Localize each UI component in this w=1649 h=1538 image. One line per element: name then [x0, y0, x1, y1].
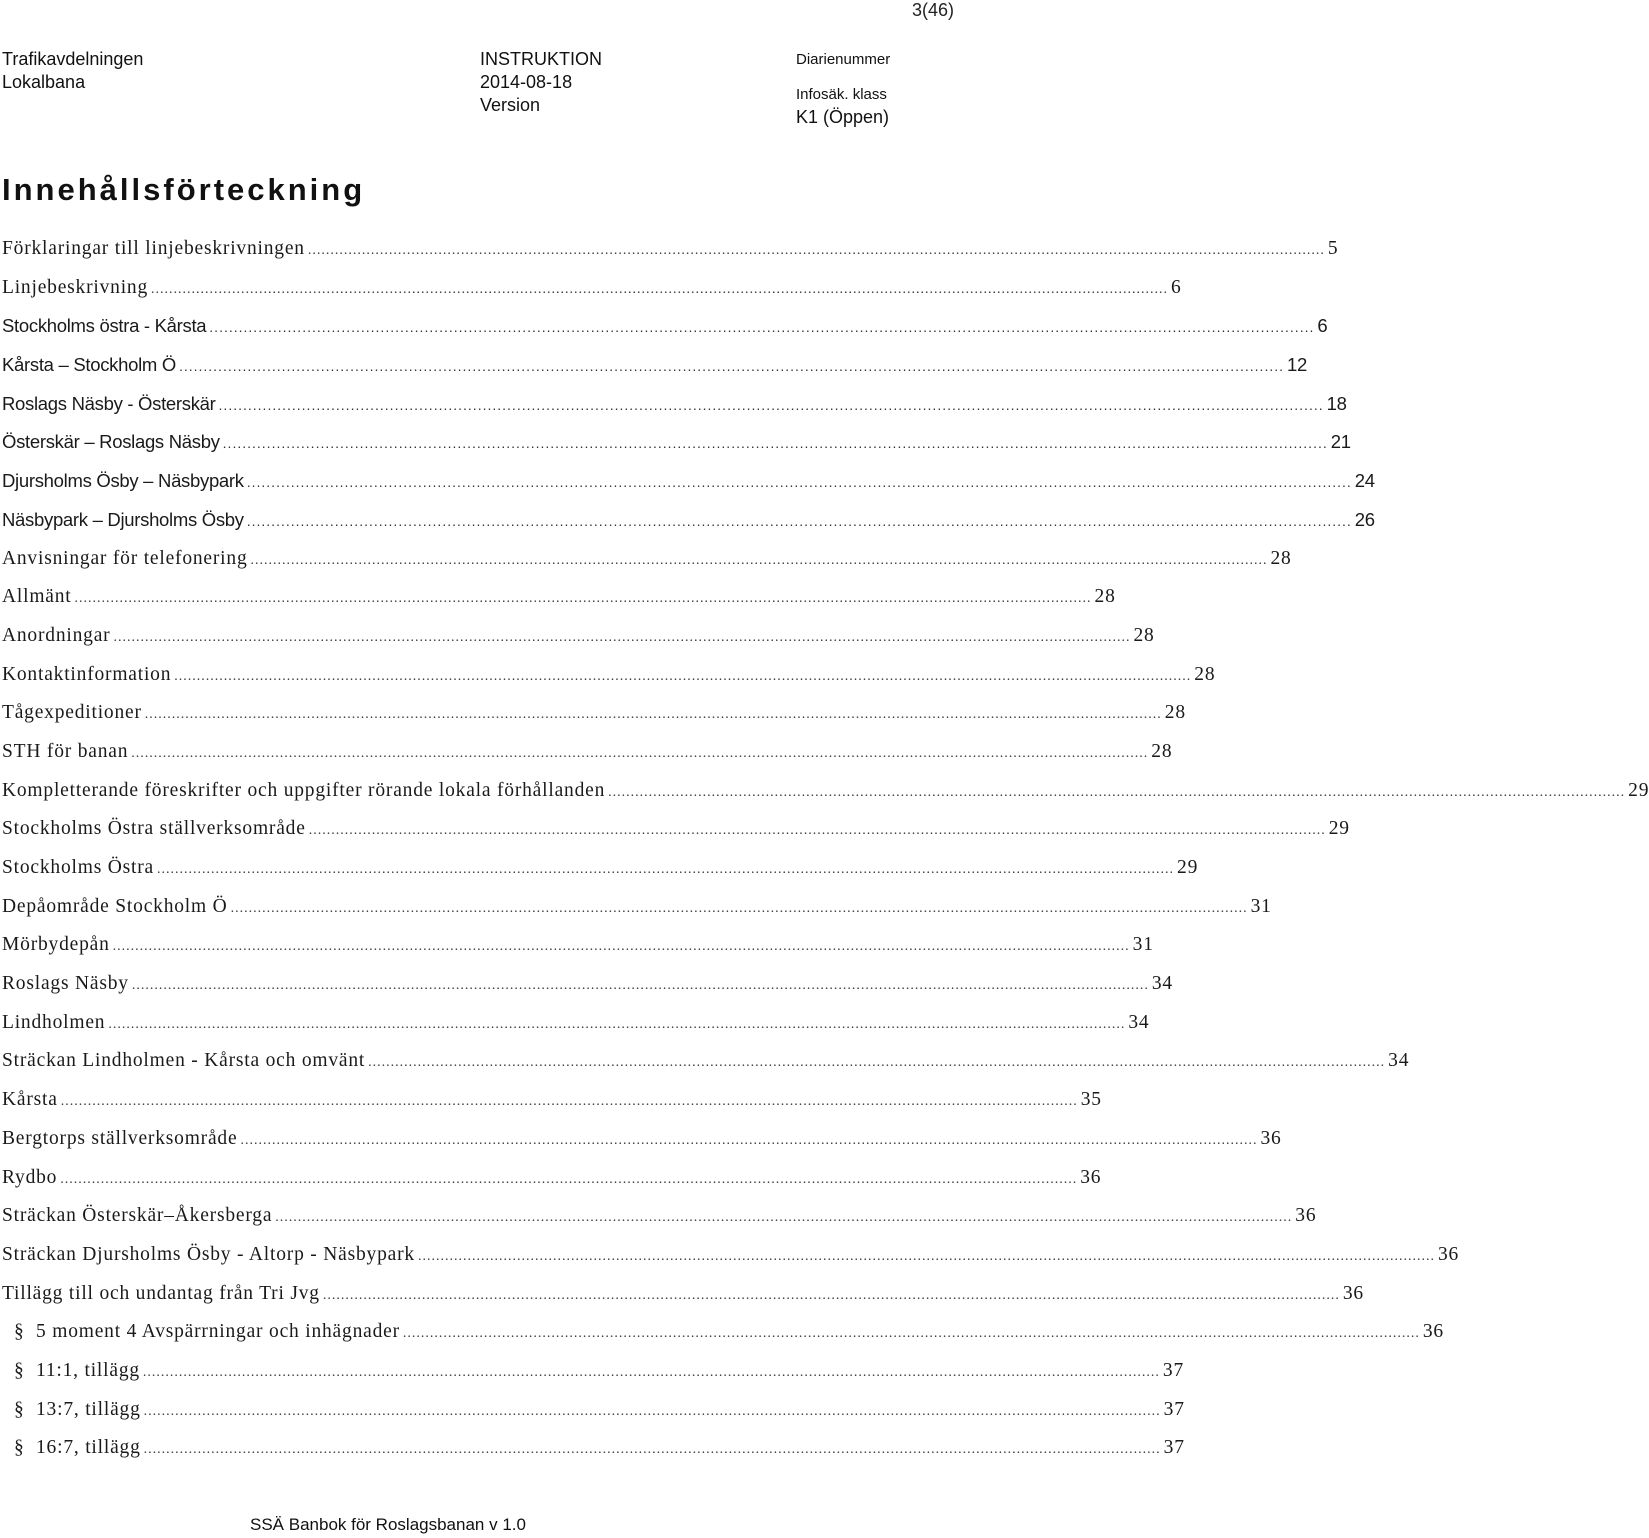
- header-middle: [480, 48, 602, 117]
- toc-entry-label: Anordningar: [2, 624, 111, 646]
- toc-entry[interactable]: [2, 1359, 1185, 1399]
- toc-leader-dots: ..................................................................................................................................................................................................................................: [402, 1326, 1420, 1342]
- toc-entry-label: Tågexpeditioner: [2, 702, 142, 724]
- toc-leader-dots: ..................................................................................................................................................................................................................................: [143, 1442, 1161, 1458]
- toc-entry-page: 34: [1128, 1011, 1150, 1033]
- toc-entry-page: 21: [1330, 431, 1351, 453]
- toc-entry-label: 11:1, tillägg: [36, 1359, 140, 1381]
- toc-entry-page: 28: [1151, 740, 1173, 762]
- toc-entry-page: 24: [1354, 470, 1375, 492]
- toc-leader-dots: ..................................................................................................................................................................................................................................: [246, 512, 1352, 529]
- header-date: 2014-08-18: [480, 72, 573, 92]
- toc-entry-label: Näsbypark – Djursholms Ösby: [2, 508, 244, 530]
- toc-entry[interactable]: [2, 1050, 1410, 1089]
- toc-entry-label: 5 moment 4 Avspärrningar och inhägnader: [36, 1321, 400, 1343]
- toc-entry-page: 35: [1080, 1089, 1102, 1111]
- toc-entry[interactable]: [2, 1282, 1364, 1322]
- toc-entry[interactable]: [2, 895, 1272, 935]
- toc-entry[interactable]: [2, 315, 1328, 354]
- toc-entry[interactable]: [2, 779, 1649, 819]
- header-left: [2, 48, 143, 94]
- toc-entry-page: 34: [1388, 1050, 1410, 1072]
- toc-leader-dots: ..................................................................................................................................................................................................................................: [144, 707, 1162, 723]
- toc-entry-label: Förklaringar till linjebeskrivningen: [2, 238, 305, 259]
- table-of-contents: [2, 238, 1649, 1476]
- toc-entry-page: 28: [1194, 663, 1216, 685]
- toc-entry[interactable]: [2, 470, 1375, 509]
- toc-leader-dots: ..................................................................................................................................................................................................................................: [246, 474, 1352, 491]
- toc-entry-label: Kårsta – Stockholm Ö: [2, 354, 176, 376]
- toc-leader-dots: ..................................................................................................................................................................................................................................: [250, 552, 1268, 568]
- toc-entry-page: 26: [1354, 508, 1375, 530]
- section-sign: §: [14, 1437, 25, 1459]
- toc-entry-page: 12: [1287, 354, 1307, 376]
- toc-entry-page: 6: [1171, 276, 1182, 298]
- toc-entry[interactable]: [2, 1166, 1102, 1206]
- toc-leader-dots: ..................................................................................................................................................................................................................................: [174, 668, 1192, 684]
- toc-entry[interactable]: [2, 238, 1339, 277]
- toc-entry-page: 36: [1342, 1282, 1364, 1304]
- toc-entry-label: Rydbo: [2, 1166, 58, 1188]
- toc-entry-page: 18: [1326, 392, 1347, 414]
- toc-leader-dots: ..................................................................................................................................................................................................................................: [143, 1403, 1161, 1419]
- toc-leader-dots: ..................................................................................................................................................................................................................................: [108, 1016, 1126, 1032]
- toc-entry-label: 16:7, tillägg: [36, 1437, 141, 1459]
- toc-entry-page: 29: [1177, 857, 1199, 878]
- toc-entry-page: 28: [1094, 586, 1116, 608]
- header-org: Trafikavdelningen: [2, 49, 144, 69]
- toc-leader-dots: ..................................................................................................................................................................................................................................: [74, 591, 1092, 607]
- section-sign: §: [14, 1359, 25, 1381]
- header-infosak-value: K1 (Öppen): [796, 107, 890, 127]
- toc-entry[interactable]: [2, 547, 1292, 587]
- toc-entry-label: Anvisningar för telefonering: [2, 547, 248, 569]
- toc-entry-page: 36: [1080, 1166, 1102, 1188]
- toc-leader-dots: ..................................................................................................................................................................................................................................: [151, 281, 1169, 297]
- toc-entry-label: Stockholms Östra: [2, 857, 155, 878]
- toc-leader-dots: ..................................................................................................................................................................................................................................: [113, 629, 1131, 645]
- toc-leader-dots: ..................................................................................................................................................................................................................................: [240, 1132, 1258, 1148]
- toc-leader-dots: ..................................................................................................................................................................................................................................: [60, 1094, 1078, 1110]
- toc-leader-dots: ..................................................................................................................................................................................................................................: [608, 784, 1626, 800]
- toc-entry-label: Kompletterande föreskrifter och uppgifter rörande lokala förhållanden: [2, 779, 606, 801]
- toc-entry-page: 37: [1162, 1359, 1185, 1381]
- toc-entry-label: Mörbydepån: [2, 934, 110, 956]
- toc-entry[interactable]: [2, 354, 1307, 393]
- toc-entry-page: 36: [1260, 1127, 1282, 1149]
- toc-entry-label: Kontaktinformation: [2, 663, 172, 685]
- toc-leader-dots: ..................................................................................................................................................................................................................................: [157, 862, 1175, 877]
- header-right: [796, 48, 890, 129]
- toc-entry[interactable]: [2, 1127, 1282, 1167]
- toc-leader-dots: ..................................................................................................................................................................................................................................: [131, 745, 1149, 761]
- toc-entry-label: 13:7, tillägg: [36, 1398, 141, 1420]
- toc-leader-dots: ..................................................................................................................................................................................................................................: [209, 319, 1315, 336]
- toc-entry-label: Roslags Näsby - Österskär: [2, 392, 216, 414]
- toc-leader-dots: ..................................................................................................................................................................................................................................: [112, 939, 1130, 955]
- header-version-label: Version: [480, 95, 541, 115]
- toc-entry-label: Österskär – Roslags Näsby: [2, 431, 220, 453]
- toc-leader-dots: ..................................................................................................................................................................................................................................: [178, 358, 1284, 375]
- toc-entry[interactable]: [2, 586, 1116, 625]
- toc-entry-page: 37: [1163, 1398, 1185, 1420]
- toc-leader-dots: ..................................................................................................................................................................................................................................: [218, 396, 1324, 413]
- toc-entry-label: STH för banan: [2, 740, 129, 762]
- toc-entry[interactable]: [2, 276, 1182, 316]
- toc-leader-dots: ..................................................................................................................................................................................................................................: [417, 1248, 1435, 1264]
- toc-entry[interactable]: [2, 818, 1350, 857]
- toc-leader-dots: ..................................................................................................................................................................................................................................: [308, 823, 1326, 839]
- toc-entry[interactable]: [2, 973, 1173, 1012]
- toc-leader-dots: ..................................................................................................................................................................................................................................: [368, 1055, 1386, 1071]
- toc-entry-label: Allmänt: [2, 586, 72, 608]
- page-number: 3(46): [911, 0, 954, 20]
- toc-entry[interactable]: [2, 857, 1199, 896]
- toc-entry-page: 34: [1151, 973, 1173, 995]
- toc-leader-dots: ..................................................................................................................................................................................................................................: [222, 435, 1328, 452]
- toc-entry-label: Sträckan Djursholms Ösby - Altorp - Näsbypark: [2, 1243, 415, 1265]
- toc-entry[interactable]: [2, 740, 1173, 780]
- toc-entry[interactable]: [2, 1437, 1185, 1476]
- toc-entry-page: 28: [1270, 547, 1292, 569]
- toc-entry[interactable]: [2, 508, 1375, 548]
- toc-leader-dots: ..................................................................................................................................................................................................................................: [322, 1287, 1340, 1303]
- toc-entry-page: 28: [1133, 624, 1155, 646]
- toc-entry-label: Kårsta: [2, 1089, 58, 1111]
- toc-entry[interactable]: [2, 1011, 1150, 1051]
- header-diarienummer-label: Diarienummer: [796, 51, 891, 68]
- toc-entry-label: Stockholms Östra ställverksområde: [2, 818, 306, 840]
- toc-entry-label: Lindholmen: [2, 1011, 106, 1033]
- toc-entry[interactable]: [2, 663, 1216, 703]
- toc-entry-label: Depåområde Stockholm Ö: [2, 895, 228, 917]
- toc-entry[interactable]: [2, 624, 1155, 664]
- toc-entry-page: 5: [1327, 238, 1339, 259]
- toc-entry[interactable]: [2, 1398, 1185, 1438]
- header-infosak-label: Infosäk. klass: [796, 86, 887, 103]
- toc-entry-page: 36: [1437, 1243, 1460, 1265]
- toc-entry[interactable]: [2, 431, 1351, 470]
- toc-entry[interactable]: [2, 702, 1186, 741]
- toc-entry[interactable]: [2, 392, 1347, 432]
- toc-entry-label: Stockholms östra - Kårsta: [2, 315, 207, 337]
- toc-entry-label: Bergtorps ställverksområde: [2, 1127, 238, 1149]
- toc-entry-label: Sträckan Lindholmen - Kårsta och omvänt: [2, 1050, 366, 1072]
- toc-entry-page: 31: [1132, 934, 1154, 956]
- toc-entry[interactable]: [2, 1321, 1444, 1360]
- toc-entry-label: Djursholms Ösby – Näsbypark: [2, 470, 244, 492]
- toc-entry-page: 28: [1164, 702, 1186, 724]
- toc-entry-label: Roslags Näsby: [2, 973, 129, 995]
- toc-leader-dots: ..................................................................................................................................................................................................................................: [230, 900, 1248, 916]
- toc-entry-label: Tillägg till och undantag från Tri Jvg: [2, 1282, 320, 1304]
- toc-entry-page: 36: [1422, 1321, 1444, 1343]
- toc-entry-page: 31: [1250, 895, 1272, 917]
- toc-entry[interactable]: [2, 1205, 1317, 1244]
- toc-leader-dots: ..................................................................................................................................................................................................................................: [60, 1171, 1078, 1187]
- toc-leader-dots: ..................................................................................................................................................................................................................................: [131, 978, 1149, 994]
- toc-leader-dots: ..................................................................................................................................................................................................................................: [275, 1210, 1293, 1226]
- toc-entry[interactable]: [2, 1089, 1102, 1128]
- toc-entry-page: 36: [1295, 1205, 1317, 1227]
- toc-leader-dots: ..................................................................................................................................................................................................................................: [307, 243, 1325, 258]
- toc-entry[interactable]: [2, 1243, 1460, 1283]
- toc-entry-label: Sträckan Österskär–Åkersberga: [2, 1205, 273, 1227]
- toc-entry-page: 29: [1628, 779, 1649, 801]
- toc-entry-label: Linjebeskrivning: [2, 276, 149, 298]
- section-sign: §: [14, 1321, 25, 1343]
- header-unit: Lokalbana: [2, 72, 86, 92]
- header-doc-type: INSTRUKTION: [480, 49, 603, 69]
- footer-text: SSÄ Banbok för Roslagsbanan v 1.0: [250, 1515, 526, 1534]
- toc-entry-page: 6: [1317, 315, 1328, 337]
- page-title: Innehållsförteckning: [2, 172, 366, 207]
- toc-entry-page: 37: [1163, 1437, 1185, 1459]
- toc-entry[interactable]: [2, 934, 1154, 973]
- toc-leader-dots: ..................................................................................................................................................................................................................................: [142, 1364, 1160, 1380]
- toc-entry-page: 29: [1328, 818, 1350, 840]
- section-sign: §: [14, 1398, 25, 1420]
